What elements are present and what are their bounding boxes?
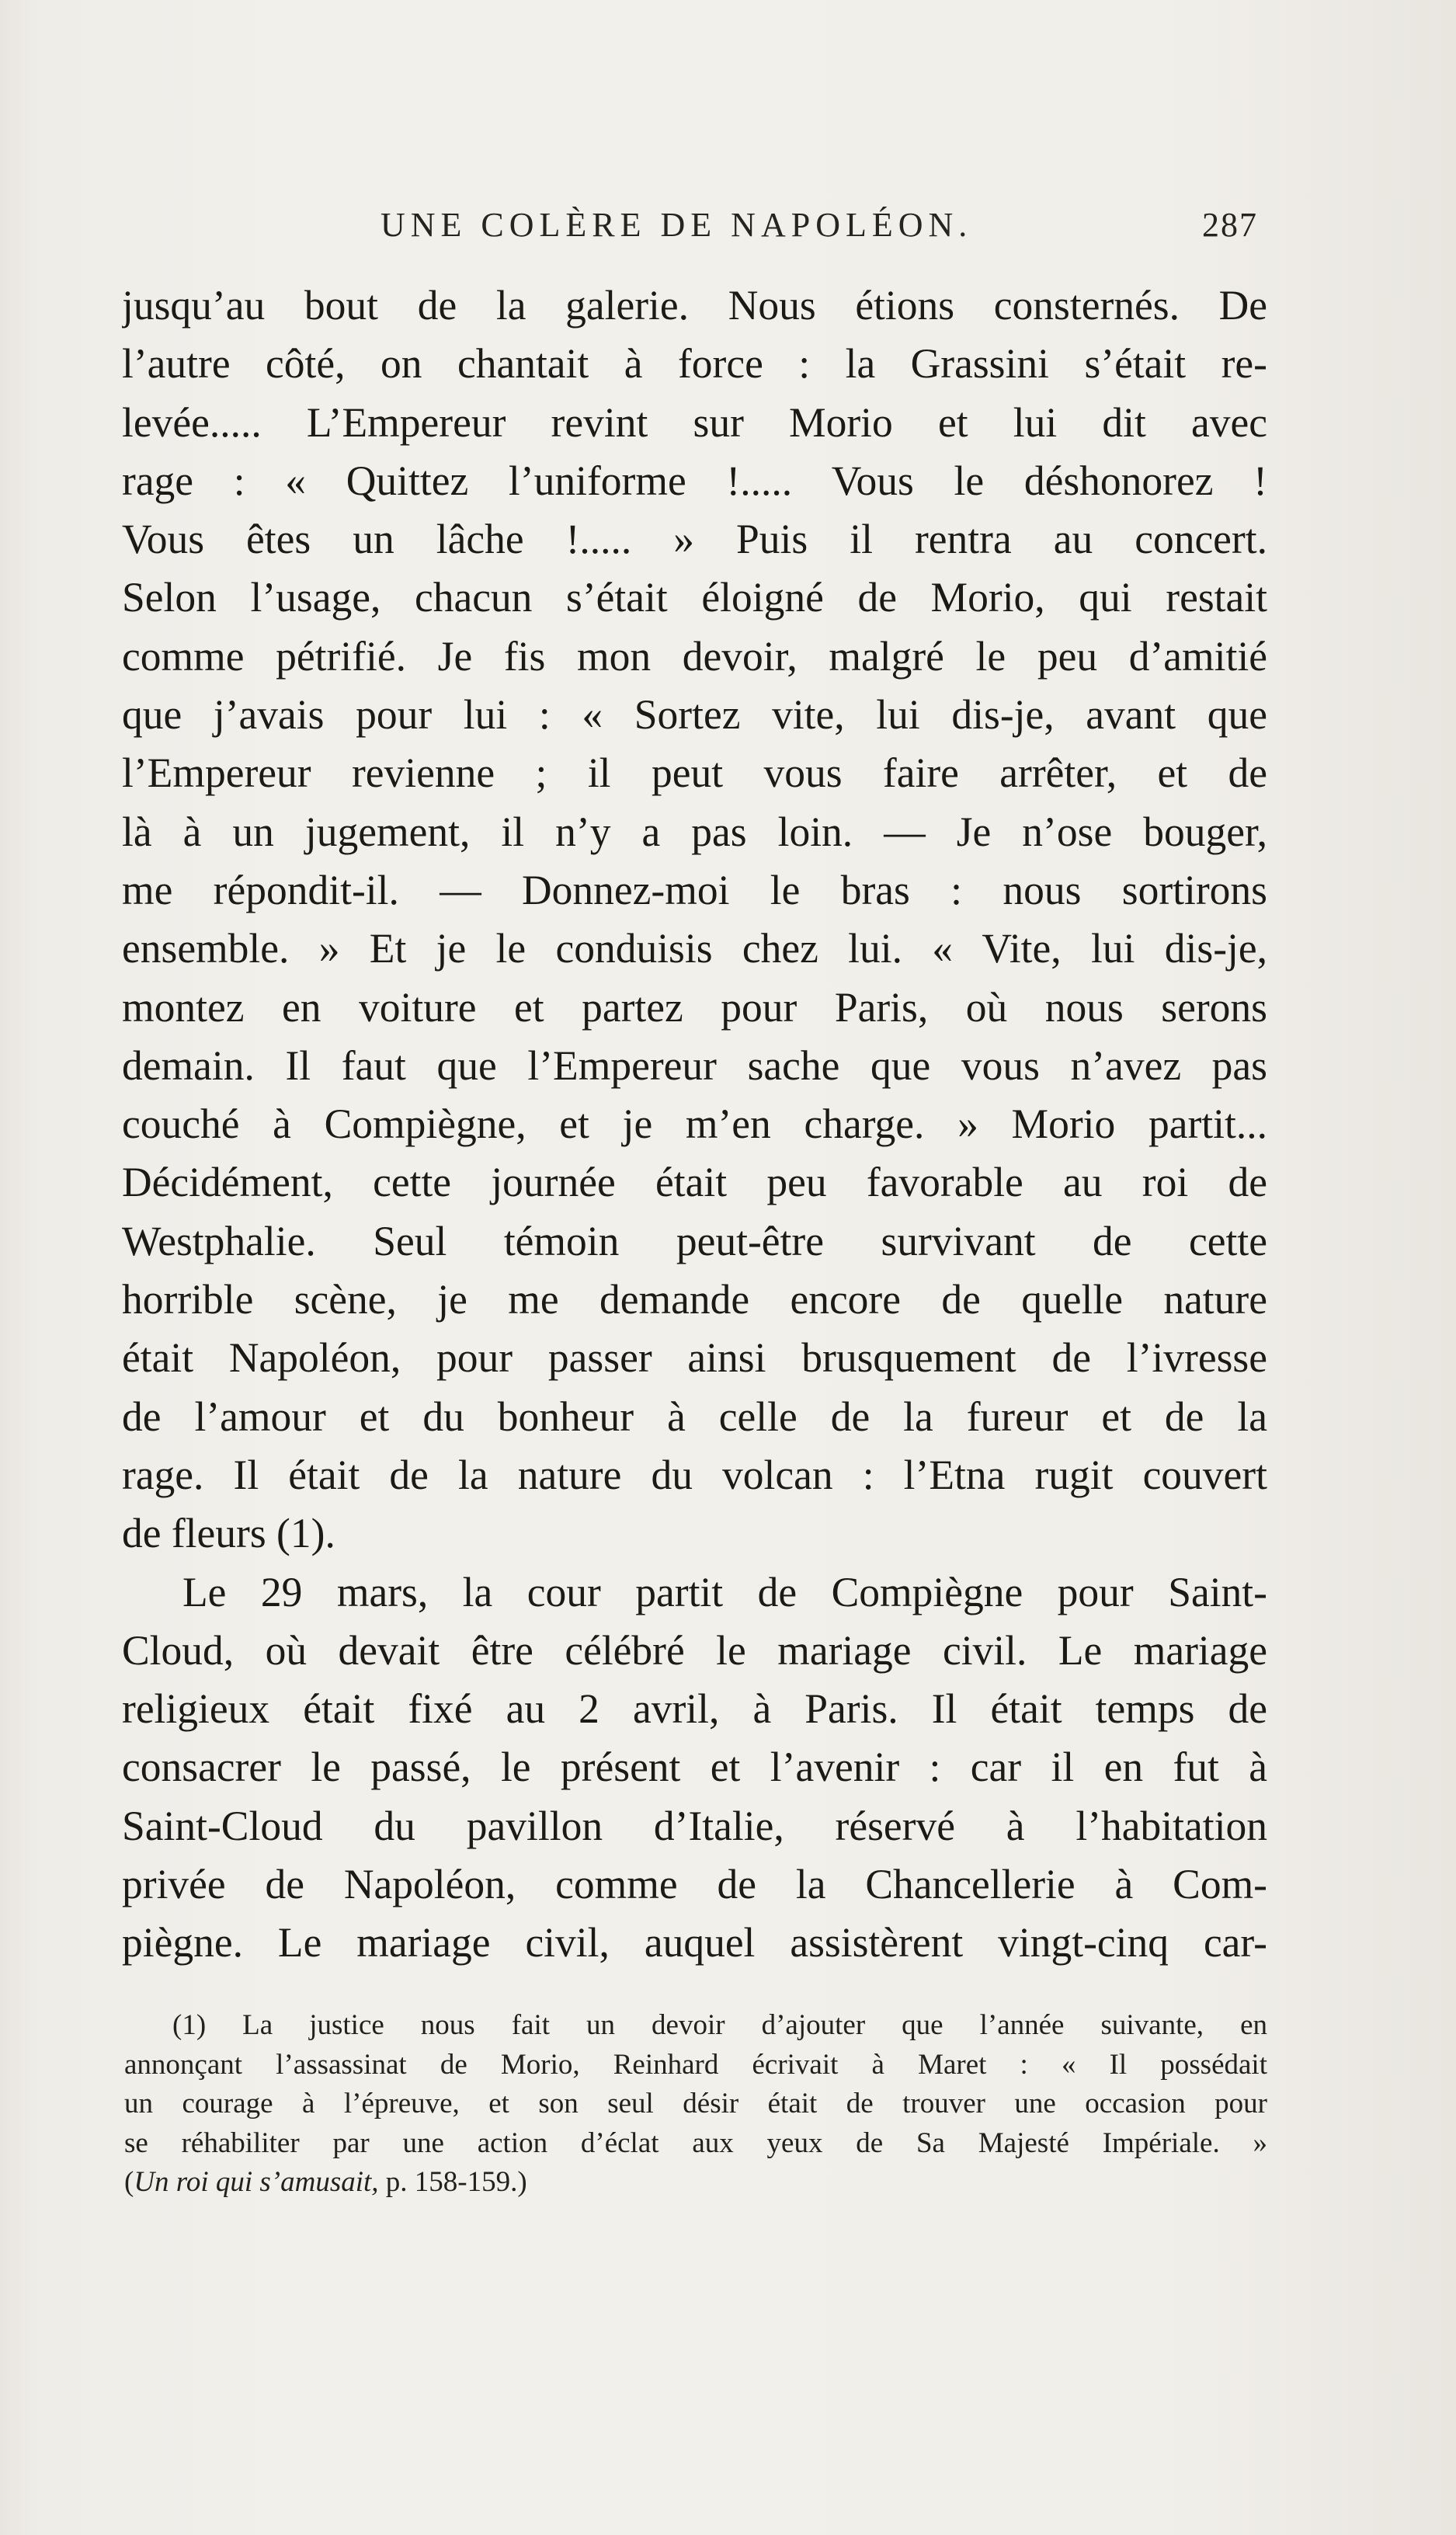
main-text [122,276,1267,1973]
text-line: Vous êtes un lâche !..... » Puis il rentra au concert. [122,516,1267,563]
footnote-citation [124,2163,1267,2203]
footnote-line: un courage à l’épreuve, et son seul désir était de trouver une occasion pour [124,2088,1267,2119]
text-line: était Napoléon, pour passer ainsi brusquement de l’ivresse [122,1334,1267,1382]
text-line: Décidément, cette journée était peu favorable au roi de [122,1159,1267,1206]
text-line: horrible scène, je me demande encore de quelle nature [122,1276,1267,1323]
footnote-line: se réhabiliter par une action d’éclat aux yeux de Sa Majesté Impériale. » [124,2126,1267,2159]
citation-open-paren: ( [124,2166,134,2198]
text-line: Selon l’usage, chacun s’était éloigné de Morio, qui restait [122,574,1267,621]
text-line: rage. Il était de la nature du volcan : l’Etna rugit couvert [122,1451,1267,1498]
text-line: demain. Il faut que l’Empereur sache que vous n’avez pas [122,1041,1267,1089]
text-line: l’autre côté, on chantait à force : la Grassini s’était re- [122,340,1267,388]
text-line: comme pétrifié. Je fis mon devoir, malgré le peu d’amitié [122,632,1267,680]
text-line: ensemble. » Et je le conduisis chez lui. « Vite, lui dis-je, [122,925,1267,972]
text-line: rage : « Quittez l’uniforme !..... Vous le déshonorez ! [122,457,1267,504]
citation-pages: p. 158-159.) [378,2166,527,2198]
text-line: jusqu’au bout de la galerie. Nous étions consternés. De [122,282,1267,329]
footnote [124,2006,1267,2203]
text-line: privée de Napoléon, comme de la Chancellerie à Com- [122,1861,1267,1908]
text-line: Saint-Cloud du pavillon d’Italie, réservé à l’habitation [122,1802,1267,1849]
text-line: que j’avais pour lui : « Sortez vite, lui dis-je, avant que [122,691,1267,739]
text-line: religieux était fixé au 2 avril, à Paris. Il était temps de [122,1685,1267,1733]
text-line-paragraph-start: Le 29 mars, la cour partit de Compiègne pour Saint- [182,1568,1267,1615]
text-line: levée..... L’Empereur revint sur Morio et lui dit avec [122,398,1267,446]
text-line: Westphalie. Seul témoin peut-être survivant de cette [122,1217,1267,1264]
text-line: me répondit-il. — Donnez-moi le bras : nous sortirons [122,866,1267,913]
text-line: piègne. Le mariage civil, auquel assistèrent vingt-cinq car- [122,1919,1267,1966]
text-line-paragraph-end: de fleurs (1). [122,1510,335,1557]
citation-title: Un roi qui s’amusait, [134,2166,379,2198]
text-line: de l’amour et du bonheur à celle de la fureur et de la [122,1393,1267,1440]
footnote-line: (1) La justice nous fait un devoir d’ajouter que l’année suivante, en [172,2009,1267,2041]
chapter-title: UNE COLÈRE DE NAPOLÉON. [381,206,973,244]
footnote-line: annonçant l’assassinat de Morio, Reinhard écrivait à Maret : « Il possédait [124,2048,1267,2081]
text-line: l’Empereur revienne ; il peut vous faire arrêter, et de [122,749,1267,797]
text-line: couché à Compiègne, et je m’en charge. » Morio partit... [122,1101,1267,1148]
text-line: Cloud, où devait être célébré le mariage civil. Le mariage [122,1626,1267,1674]
page-number: 287 [1202,206,1258,244]
text-line: montez en voiture et partez pour Paris, où nous serons [122,983,1267,1031]
text-line: consacrer le passé, le présent et l’avenir : car il en fut à [122,1744,1267,1791]
text-line: là à un jugement, il n’y a pas loin. — Je n’ose bouger, [122,808,1267,855]
running-header [124,205,1258,252]
